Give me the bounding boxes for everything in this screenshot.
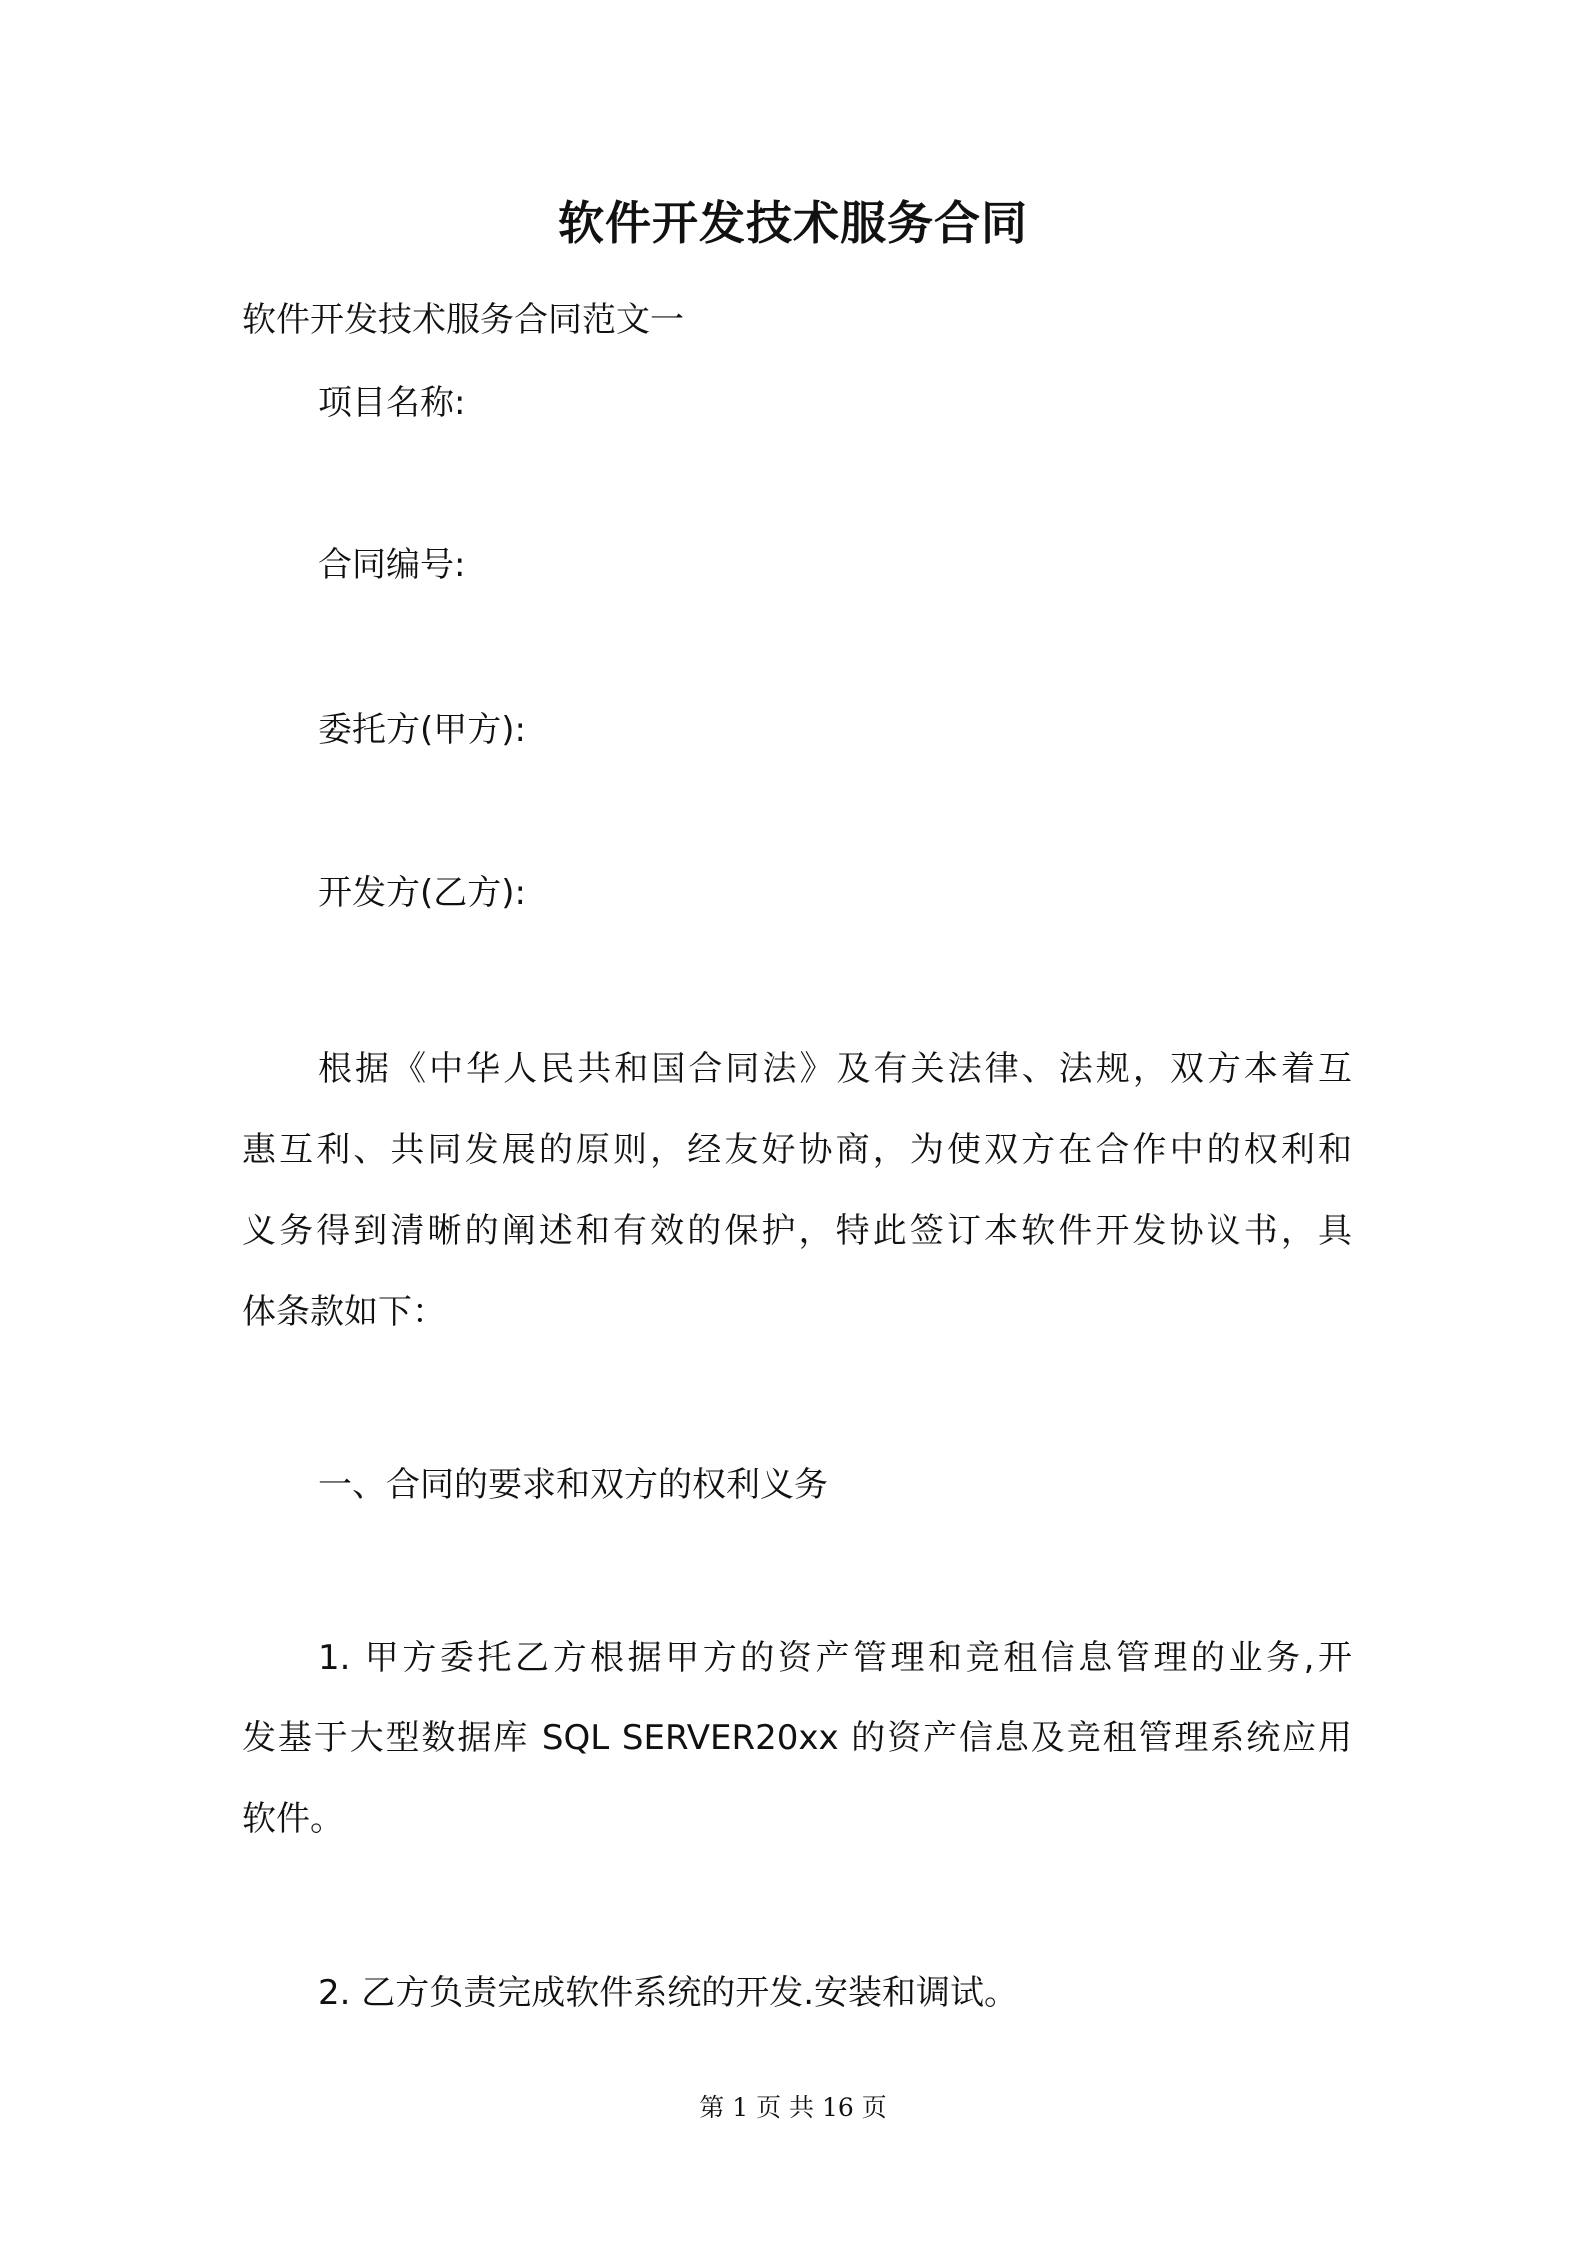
document-subtitle: 软件开发技术服务合同范文一 (242, 300, 684, 340)
clause-1-line: 发基于大型数据库 SQL SERVER20xx 的资产信息及竞租管理系统应用 (242, 1718, 1352, 1758)
clause-2: 2. 乙方负责完成软件系统的开发.安装和调试。 (318, 1973, 1019, 2013)
document-title: 软件开发技术服务合同 (558, 196, 1028, 250)
intro-line: 根据《中华人民共和国合同法》及有关法律、法规，双方本着互 (318, 1049, 1352, 1089)
section-heading: 一、合同的要求和双方的权利义务 (318, 1465, 828, 1505)
intro-line: 义务得到清晰的阐述和有效的保护，特此签订本软件开发协议书，具 (242, 1211, 1352, 1251)
clause-1-line: 软件。 (242, 1799, 344, 1839)
project-name-label: 项目名称: (318, 383, 466, 423)
party-a-label: 委托方(甲方): (318, 710, 526, 750)
contract-number-label: 合同编号: (318, 545, 466, 585)
intro-line: 体条款如下： (242, 1292, 446, 1332)
intro-line: 惠互利、共同发展的原则，经友好协商，为使双方在合作中的权利和 (242, 1130, 1352, 1170)
clause-1-line: 1. 甲方委托乙方根据甲方的资产管理和竞租信息管理的业务,开 (318, 1638, 1352, 1678)
page-number-footer: 第 1 页 共 16 页 (699, 2093, 887, 2122)
party-b-label: 开发方(乙方): (318, 873, 526, 913)
